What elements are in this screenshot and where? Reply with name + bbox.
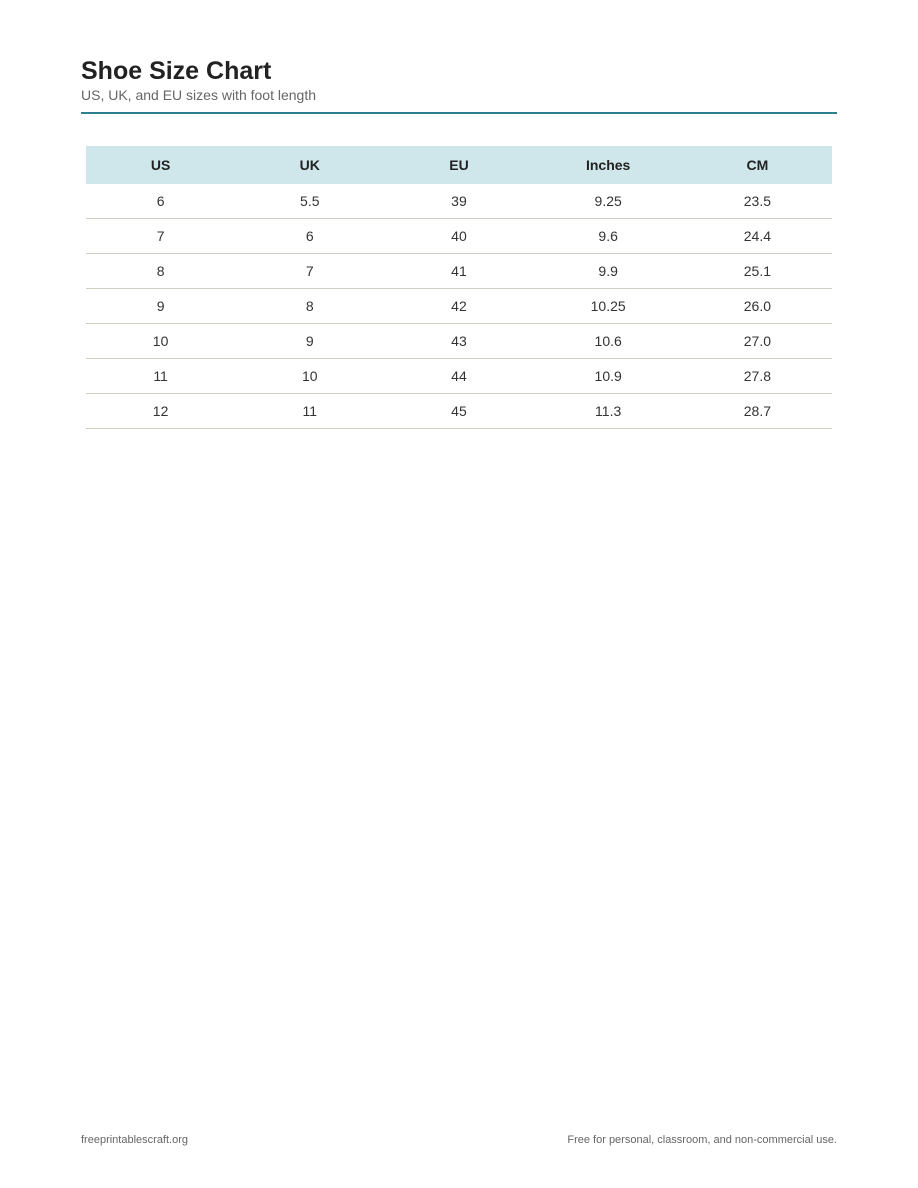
cell-cm: 23.5 <box>683 184 832 219</box>
cell-eu: 44 <box>384 359 533 394</box>
cell-inches: 9.9 <box>534 254 683 289</box>
page-subtitle: US, UK, and EU sizes with foot length <box>81 87 316 103</box>
table-row <box>86 289 832 324</box>
cell-uk: 10 <box>235 359 384 394</box>
column-header-eu: EU <box>384 146 533 184</box>
table-row <box>86 184 832 219</box>
footer-license: Free for personal, classroom, and non-commercial use. <box>567 1134 837 1146</box>
cell-inches: 9.25 <box>534 184 683 219</box>
cell-eu: 45 <box>384 394 533 429</box>
table-body <box>86 184 832 429</box>
cell-us: 11 <box>86 359 235 394</box>
footer-site: freeprintablescraft.org <box>81 1134 188 1146</box>
cell-uk: 8 <box>235 289 384 324</box>
cell-eu: 41 <box>384 254 533 289</box>
cell-us: 12 <box>86 394 235 429</box>
column-header-us: US <box>86 146 235 184</box>
cell-us: 10 <box>86 324 235 359</box>
cell-cm: 24.4 <box>683 219 832 254</box>
cell-eu: 40 <box>384 219 533 254</box>
cell-us: 7 <box>86 219 235 254</box>
cell-uk: 9 <box>235 324 384 359</box>
column-header-inches: Inches <box>534 146 683 184</box>
table-row <box>86 359 832 394</box>
table-row <box>86 254 832 289</box>
cell-eu: 42 <box>384 289 533 324</box>
cell-inches: 11.3 <box>534 394 683 429</box>
cell-inches: 10.6 <box>534 324 683 359</box>
table-row <box>86 394 832 429</box>
table-header <box>86 146 832 184</box>
cell-inches: 9.6 <box>534 219 683 254</box>
cell-us: 9 <box>86 289 235 324</box>
cell-eu: 39 <box>384 184 533 219</box>
cell-uk: 7 <box>235 254 384 289</box>
cell-eu: 43 <box>384 324 533 359</box>
cell-cm: 26.0 <box>683 289 832 324</box>
cell-uk: 6 <box>235 219 384 254</box>
cell-inches: 10.9 <box>534 359 683 394</box>
cell-cm: 28.7 <box>683 394 832 429</box>
table-row <box>86 324 832 359</box>
column-header-uk: UK <box>235 146 384 184</box>
page-header <box>81 56 837 114</box>
cell-cm: 27.8 <box>683 359 832 394</box>
cell-us: 6 <box>86 184 235 219</box>
cell-cm: 25.1 <box>683 254 832 289</box>
table-header-row <box>86 146 832 184</box>
cell-us: 8 <box>86 254 235 289</box>
shoe-size-table <box>86 146 832 429</box>
cell-uk: 5.5 <box>235 184 384 219</box>
cell-cm: 27.0 <box>683 324 832 359</box>
cell-uk: 11 <box>235 394 384 429</box>
table-row <box>86 219 832 254</box>
column-header-cm: CM <box>683 146 832 184</box>
cell-inches: 10.25 <box>534 289 683 324</box>
page-title: Shoe Size Chart <box>81 57 272 85</box>
